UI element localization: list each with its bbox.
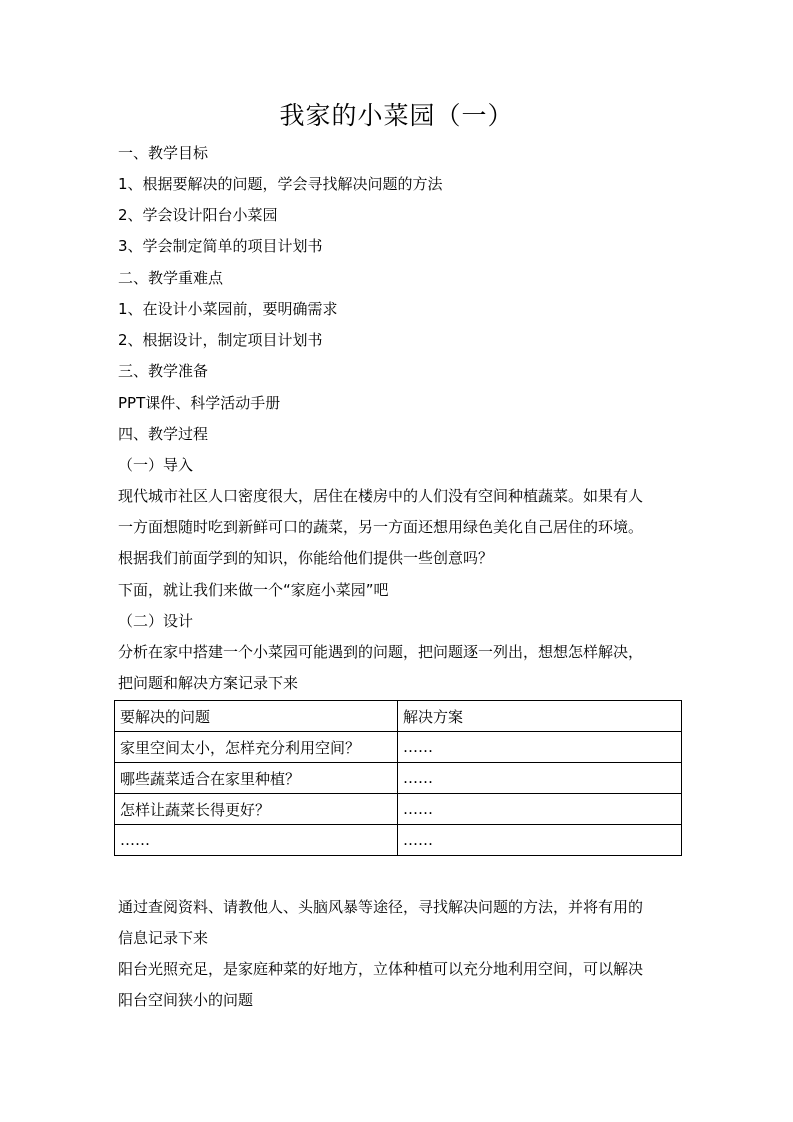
prep-text: PPT课件、科学活动手册 bbox=[118, 394, 281, 412]
intro-paragraph-line: 下面，就让我们来做一个“家庭小菜园”吧 bbox=[118, 581, 389, 599]
table-header-row bbox=[115, 701, 682, 732]
table-row bbox=[115, 763, 682, 794]
design-paragraph-line: 把问题和解决方案记录下来 bbox=[118, 674, 299, 692]
intro-paragraph-line: 一方面想随时吃到新鲜可口的蔬菜，另一方面还想用绿色美化自己居住的环境。 bbox=[118, 518, 644, 536]
keypoint-item-2: 2、根据设计，制定项目计划书 bbox=[118, 331, 323, 349]
objective-item-1: 1、根据要解决的问题，学会寻找解决问题的方法 bbox=[118, 175, 443, 193]
table-cell-solution: …… bbox=[398, 825, 682, 856]
table-cell-problem: …… bbox=[115, 825, 398, 856]
intro-heading: （一）导入 bbox=[118, 456, 194, 474]
objectives-heading: 一、教学目标 bbox=[118, 144, 209, 162]
objective-item-3: 3、学会制定简单的项目计划书 bbox=[118, 237, 323, 255]
table-cell-problem: 怎样让蔬菜长得更好？ bbox=[115, 794, 398, 825]
table-row bbox=[115, 825, 682, 856]
table-row bbox=[115, 732, 682, 763]
table-row bbox=[115, 794, 682, 825]
table-cell-problem: 哪些蔬菜适合在家里种植？ bbox=[115, 763, 398, 794]
balcony-paragraph-line: 阳台空间狭小的问题 bbox=[118, 991, 254, 1009]
table-cell-solution: …… bbox=[398, 794, 682, 825]
design-paragraph-line: 分析在家中搭建一个小菜园可能遇到的问题，把问题逐一列出，想想怎样解决， bbox=[118, 643, 644, 661]
intro-paragraph-line: 根据我们前面学到的知识，你能给他们提供一些创意吗？ bbox=[118, 549, 494, 567]
method-paragraph-line: 信息记录下来 bbox=[118, 929, 209, 947]
process-heading: 四、教学过程 bbox=[118, 425, 209, 443]
method-paragraph-line: 通过查阅资料、请教他人、头脑风暴等途径，寻找解决问题的方法，并将有用的 bbox=[118, 898, 644, 916]
table-header-problem: 要解决的问题 bbox=[115, 701, 398, 732]
prep-heading: 三、教学准备 bbox=[118, 362, 209, 380]
table-cell-problem: 家里空间太小，怎样充分利用空间？ bbox=[115, 732, 398, 763]
objective-item-2: 2、学会设计阳台小菜园 bbox=[118, 206, 278, 224]
intro-paragraph-line: 现代城市社区人口密度很大，居住在楼房中的人们没有空间种植蔬菜。如果有人 bbox=[118, 487, 644, 505]
keypoints-heading: 二、教学重难点 bbox=[118, 269, 224, 287]
balcony-paragraph-line: 阳台光照充足，是家庭种菜的好地方，立体种植可以充分地利用空间，可以解决 bbox=[118, 960, 644, 978]
design-heading: （二）设计 bbox=[118, 612, 194, 630]
page-title: 我家的小菜园（一） bbox=[279, 101, 514, 130]
table-cell-solution: …… bbox=[398, 732, 682, 763]
keypoint-item-1: 1、在设计小菜园前，要明确需求 bbox=[118, 300, 338, 318]
problem-solution-table bbox=[114, 700, 682, 856]
table-cell-solution: …… bbox=[398, 763, 682, 794]
table-header-solution: 解决方案 bbox=[398, 701, 682, 732]
